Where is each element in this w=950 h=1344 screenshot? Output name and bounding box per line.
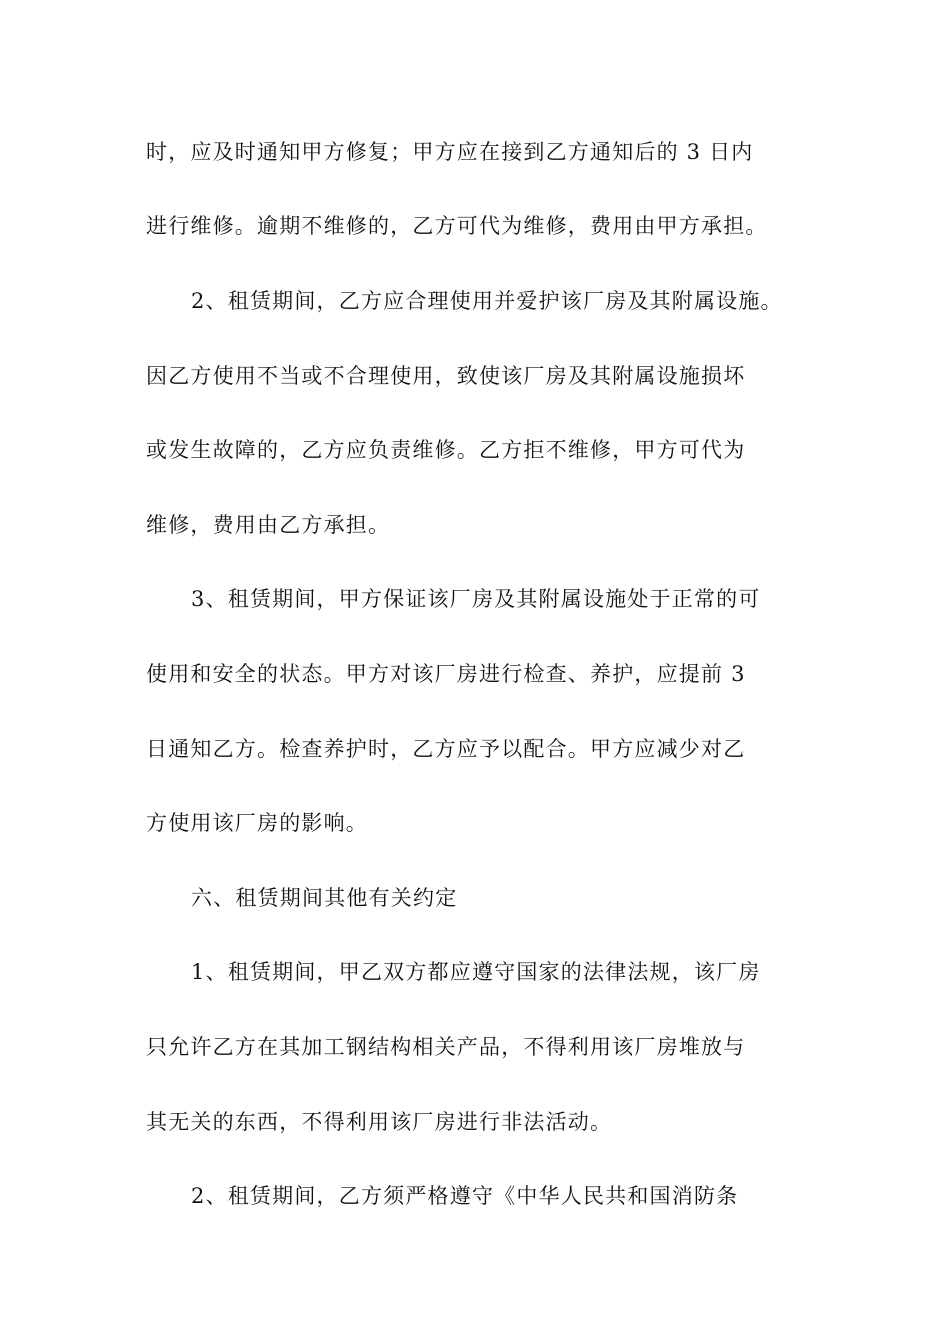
text-line: 只允许乙方在其加工钢结构相关产品，不得利用该厂房堆放与	[146, 1035, 746, 1059]
text-line: 或发生故障的，乙方应负责维修。乙方拒不维修，甲方可代为	[146, 438, 746, 462]
text-line: 进行维修。逾期不维修的，乙方可代为维修，费用由甲方承担。	[146, 214, 768, 238]
text-line: 维修，费用由乙方承担。	[146, 513, 391, 537]
paragraph-start: 3、租赁期间，甲方保证该厂房及其附属设施处于正常的可	[191, 587, 761, 611]
text-line: 时，应及时通知甲方修复；甲方应在接到乙方通知后的 3 日内	[146, 140, 754, 164]
text-line: 日通知乙方。检查养护时，乙方应予以配合。甲方应减少对乙	[146, 737, 746, 761]
paragraph-start: 2、租赁期间，乙方须严格遵守《中华人民共和国消防条	[191, 1184, 739, 1208]
text-line: 使用和安全的状态。甲方对该厂房进行检查、养护，应提前 3	[146, 662, 746, 686]
text-line: 其无关的东西，不得利用该厂房进行非法活动。	[146, 1110, 613, 1134]
text-line: 因乙方使用不当或不合理使用，致使该厂房及其附属设施损坏	[146, 364, 746, 388]
text-line: 方使用该厂房的影响。	[146, 811, 368, 835]
paragraph-start: 1、租赁期间，甲乙双方都应遵守国家的法律法规，该厂房	[191, 960, 761, 984]
paragraph-start: 2、租赁期间，乙方应合理使用并爱护该厂房及其附属设施。	[191, 289, 783, 313]
section-heading: 六、租赁期间其他有关约定	[191, 886, 458, 910]
